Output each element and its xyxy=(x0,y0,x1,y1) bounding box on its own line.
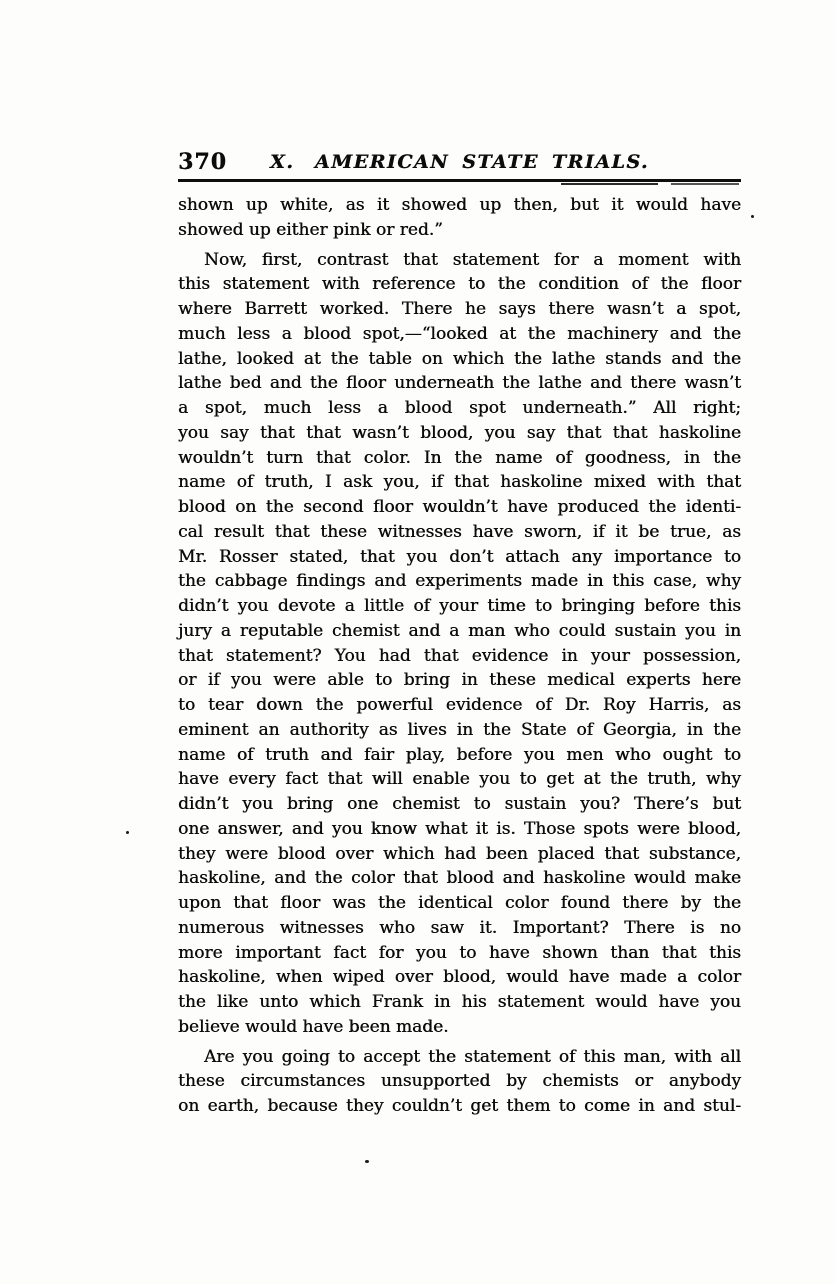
text-line: cal result that these witnesses have sworn, if it be true, as xyxy=(178,521,741,542)
text-line: more important fact for you to have shown than that this xyxy=(178,942,741,963)
running-head: X. AMERICAN STATE TRIALS. xyxy=(270,151,649,173)
text-line: lathe bed and the floor underneath the lathe and there wasn’t xyxy=(178,373,741,394)
page-body xyxy=(178,193,741,1119)
text-line: name of truth and fair play, before you men who ought to xyxy=(178,744,741,765)
scan-artifact-dot xyxy=(751,215,754,218)
text-line: the like unto which Frank in his statement would have you xyxy=(178,992,741,1012)
header-rule-echo-right xyxy=(671,183,739,185)
text-line: lathe, looked at the table on which the lathe stands and the xyxy=(178,348,741,369)
text-line: that statement? You had that evidence in your possession, xyxy=(178,645,741,666)
text-line: eminent an authority as lives in the State of Georgia, in the xyxy=(178,719,741,740)
scan-artifact-dot xyxy=(365,1160,369,1163)
text-line: this statement with reference to the condition of the floor xyxy=(178,274,741,295)
text-line: didn’t you devote a little of your time to bringing before this xyxy=(178,596,741,616)
text-line: Are you going to accept the statement of this man, with all xyxy=(204,1046,741,1067)
paragraph xyxy=(178,248,741,1040)
text-line: these circumstances unsupported by chemists or anybody xyxy=(178,1071,741,1092)
text-line: Now, first, contrast that statement for a moment with xyxy=(204,249,741,270)
text-line: on earth, because they couldn’t get them to come in and stul- xyxy=(178,1096,741,1116)
text-line: or if you were able to bring in these medical experts here xyxy=(178,670,741,691)
text-line: where Barrett worked. There he says there wasn’t a spot, xyxy=(178,299,741,319)
text-line: blood on the second floor wouldn’t have produced the identi- xyxy=(178,497,741,517)
paragraph xyxy=(178,1045,741,1119)
text-line: to tear down the powerful evidence of Dr. Roy Harris, as xyxy=(178,695,741,715)
text-line: much less a blood spot,—“looked at the machinery and the xyxy=(178,323,741,344)
text-line: shown up white, as it showed up then, but it would have xyxy=(178,195,741,215)
text-line: haskoline, when wiped over blood, would have made a color xyxy=(178,967,741,988)
text-line: showed up either pink or red.” xyxy=(178,219,443,240)
text-line: didn’t you bring one chemist to sustain you? There’s but xyxy=(178,794,741,814)
scan-artifact-dot xyxy=(126,831,129,834)
text-line: numerous witnesses who saw it. Important? There is no xyxy=(178,917,741,938)
text-line: upon that floor was the identical color found there by the xyxy=(178,893,741,913)
text-line: jury a reputable chemist and a man who could sustain you in xyxy=(178,620,741,641)
text-line: haskoline, and the color that blood and haskoline would make xyxy=(178,868,741,889)
text-line: name of truth, I ask you, if that haskoline mixed with that xyxy=(178,472,741,493)
header-rule-echo xyxy=(561,183,658,185)
text-line: one answer, and you know what it is. Those spots were blood, xyxy=(178,818,741,839)
page-number: 370 xyxy=(178,149,227,175)
text-line: you say that that wasn’t blood, you say that that haskoline xyxy=(178,422,741,443)
text-line: a spot, much less a blood spot underneath.” All right; xyxy=(178,398,741,418)
text-line: the cabbage findings and experiments made in this case, why xyxy=(178,571,741,592)
text-line: Mr. Rosser stated, that you don’t attach any importance to xyxy=(178,546,741,567)
text-line: have every fact that will enable you to get at the truth, why xyxy=(178,769,741,790)
paragraph xyxy=(178,193,741,243)
text-line: believe would have been made. xyxy=(178,1016,449,1037)
text-line: wouldn’t turn that color. In the name of goodness, in the xyxy=(178,447,741,468)
header-rule xyxy=(178,179,741,182)
text-line: they were blood over which had been placed that substance, xyxy=(178,843,741,864)
